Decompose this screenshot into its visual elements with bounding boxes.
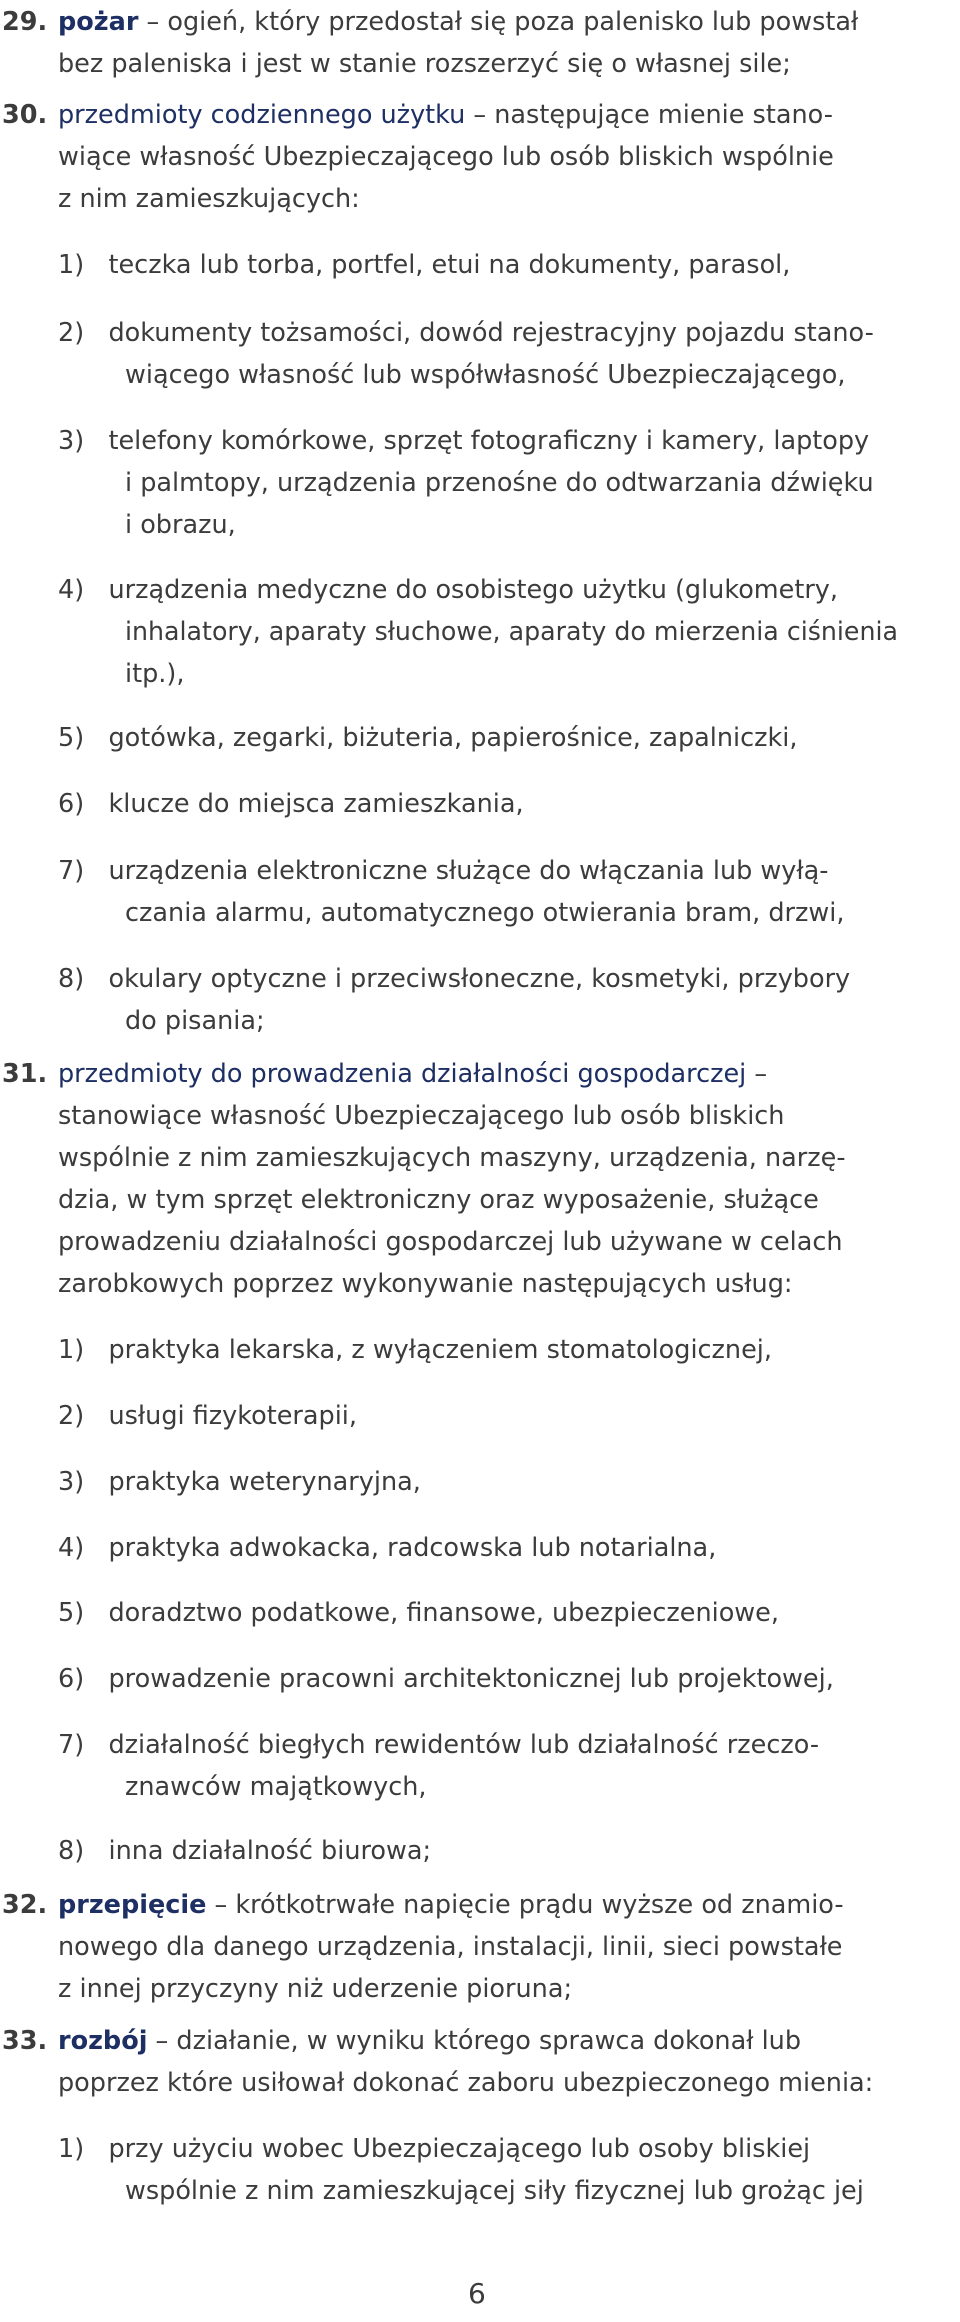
text-line	[58, 2134, 811, 2164]
text-line	[125, 510, 236, 540]
text-line	[58, 1185, 819, 1215]
text-line	[58, 1335, 772, 1365]
text-line	[58, 426, 870, 456]
text-line	[58, 789, 524, 819]
line-text: zarobkowych poprzez wykonywanie następujących usług:	[58, 1269, 793, 1299]
text-line	[58, 723, 798, 753]
defined-term: przedmioty codziennego użytku	[58, 100, 466, 130]
definition-heading-line	[2, 1059, 768, 1089]
text-line	[125, 659, 185, 689]
line-text: 3) telefony komórkowe, sprzęt fotograficzny i kamery, laptopy	[58, 426, 870, 456]
line-text: 5) doradztwo podatkowe, finansowe, ubezpieczeniowe,	[58, 1598, 779, 1628]
line-text: z innej przyczyny niż uderzenie pioruna;	[58, 1974, 573, 2004]
line-text: do pisania;	[125, 1006, 265, 1036]
text-line	[58, 1730, 820, 1760]
defined-term: rozbój	[58, 2026, 148, 2056]
line-text: –	[746, 1059, 768, 1089]
text-line	[58, 1101, 785, 1131]
text-line	[58, 856, 829, 886]
defined-term: pożar	[58, 7, 139, 37]
line-text: nowego dla danego urządzenia, instalacji, linii, sieci powstałe	[58, 1932, 843, 1962]
line-text: znawców majątkowych,	[125, 1772, 427, 1802]
text-line	[125, 1006, 265, 1036]
line-text: itp.),	[125, 659, 185, 689]
text-line	[125, 898, 845, 928]
line-text: z nim zamieszkujących:	[58, 184, 360, 214]
line-text: – następujące mienie stano-	[465, 100, 833, 130]
text-line	[58, 49, 791, 79]
definition-heading-line	[2, 2026, 802, 2056]
line-text: 7) urządzenia elektroniczne służące do włączania lub wyłą-	[58, 856, 829, 886]
line-text: wspólnie z nim zamieszkującej siły fizycznej lub grożąc jej	[125, 2176, 864, 2206]
definition-number: 31.	[2, 1059, 48, 1089]
line-text: i palmtopy, urządzenia przenośne do odtwarzania dźwięku	[125, 468, 874, 498]
text-line	[125, 468, 874, 498]
line-text: poprzez które usiłował dokonać zaboru ubezpieczonego mienia:	[58, 2068, 874, 2098]
text-line	[58, 1974, 573, 2004]
definition-heading-line	[2, 100, 833, 130]
line-text: prowadzeniu działalności gospodarczej lub używane w celach	[58, 1227, 843, 1257]
text-line	[125, 360, 846, 390]
line-text: 8) inna działalność biurowa;	[58, 1836, 432, 1866]
text-line	[58, 1227, 843, 1257]
line-text: 5) gotówka, zegarki, biżuteria, papierośnice, zapalniczki,	[58, 723, 798, 753]
line-text: 1) teczka lub torba, portfel, etui na dokumenty, parasol,	[58, 250, 791, 280]
text-line	[125, 2176, 864, 2206]
text-line	[125, 617, 898, 647]
text-line	[58, 1401, 357, 1431]
definition-heading-line	[2, 7, 859, 37]
text-line	[58, 1598, 779, 1628]
text-line	[58, 318, 874, 348]
text-line	[58, 1932, 843, 1962]
defined-term: przepięcie	[58, 1890, 207, 1920]
line-text: 2) usługi fizykoterapii,	[58, 1401, 357, 1431]
line-text: stanowiące własność Ubezpieczającego lub osób bliskich	[58, 1101, 785, 1131]
line-text: bez paleniska i jest w stanie rozszerzyć się o własnej sile;	[58, 49, 791, 79]
line-text: 4) urządzenia medyczne do osobistego użytku (glukometry,	[58, 575, 839, 605]
line-text: 7) działalność biegłych rewidentów lub działalność rzeczo-	[58, 1730, 820, 1760]
line-text: – działanie, w wyniku którego sprawca dokonał lub	[147, 2026, 802, 2056]
text-line	[58, 1269, 793, 1299]
text-line	[58, 1664, 834, 1694]
line-text: wiące własność Ubezpieczającego lub osób bliskich wspólnie	[58, 142, 834, 172]
page-number: 6	[468, 2277, 486, 2310]
text-line	[58, 1533, 717, 1563]
line-text: – ogień, który przedostał się poza palenisko lub powstał	[138, 7, 859, 37]
line-text: i obrazu,	[125, 510, 236, 540]
text-line	[125, 1772, 427, 1802]
line-text: wspólnie z nim zamieszkujących maszyny, urządzenia, narzę-	[58, 1143, 846, 1173]
line-text: 6) prowadzenie pracowni architektonicznej lub projektowej,	[58, 1664, 834, 1694]
definition-number: 33.	[2, 2026, 48, 2056]
line-text: 3) praktyka weterynaryjna,	[58, 1467, 421, 1497]
line-text: wiącego własność lub współwłasność Ubezpieczającego,	[125, 360, 846, 390]
definition-number: 32.	[2, 1890, 48, 1920]
line-text: 1) praktyka lekarska, z wyłączeniem stomatologicznej,	[58, 1335, 772, 1365]
defined-term: przedmioty do prowadzenia działalności gospodarczej	[58, 1059, 747, 1089]
definition-number: 29.	[2, 7, 48, 37]
text-line	[58, 2068, 874, 2098]
line-text: 1) przy użyciu wobec Ubezpieczającego lub osoby bliskiej	[58, 2134, 811, 2164]
text-line	[58, 1143, 846, 1173]
line-text: inhalatory, aparaty słuchowe, aparaty do mierzenia ciśnienia	[125, 617, 898, 647]
definition-number: 30.	[2, 100, 48, 130]
line-text: 2) dokumenty tożsamości, dowód rejestracyjny pojazdu stano-	[58, 318, 874, 348]
line-text: – krótkotrwałe napięcie prądu wyższe od znamio-	[206, 1890, 844, 1920]
definition-heading-line	[2, 1890, 844, 1920]
line-text: 4) praktyka adwokacka, radcowska lub notarialna,	[58, 1533, 717, 1563]
line-text: czania alarmu, automatycznego otwierania bram, drzwi,	[125, 898, 845, 928]
text-line	[58, 964, 851, 994]
line-text: 8) okulary optyczne i przeciwsłoneczne, kosmetyki, przybory	[58, 964, 851, 994]
text-line	[58, 250, 791, 280]
text-line	[58, 184, 360, 214]
line-text: dzia, w tym sprzęt elektroniczny oraz wyposażenie, służące	[58, 1185, 819, 1215]
text-line	[58, 142, 834, 172]
text-line	[58, 1836, 432, 1866]
text-line	[58, 1467, 421, 1497]
text-line	[58, 575, 839, 605]
line-text: 6) klucze do miejsca zamieszkania,	[58, 789, 524, 819]
